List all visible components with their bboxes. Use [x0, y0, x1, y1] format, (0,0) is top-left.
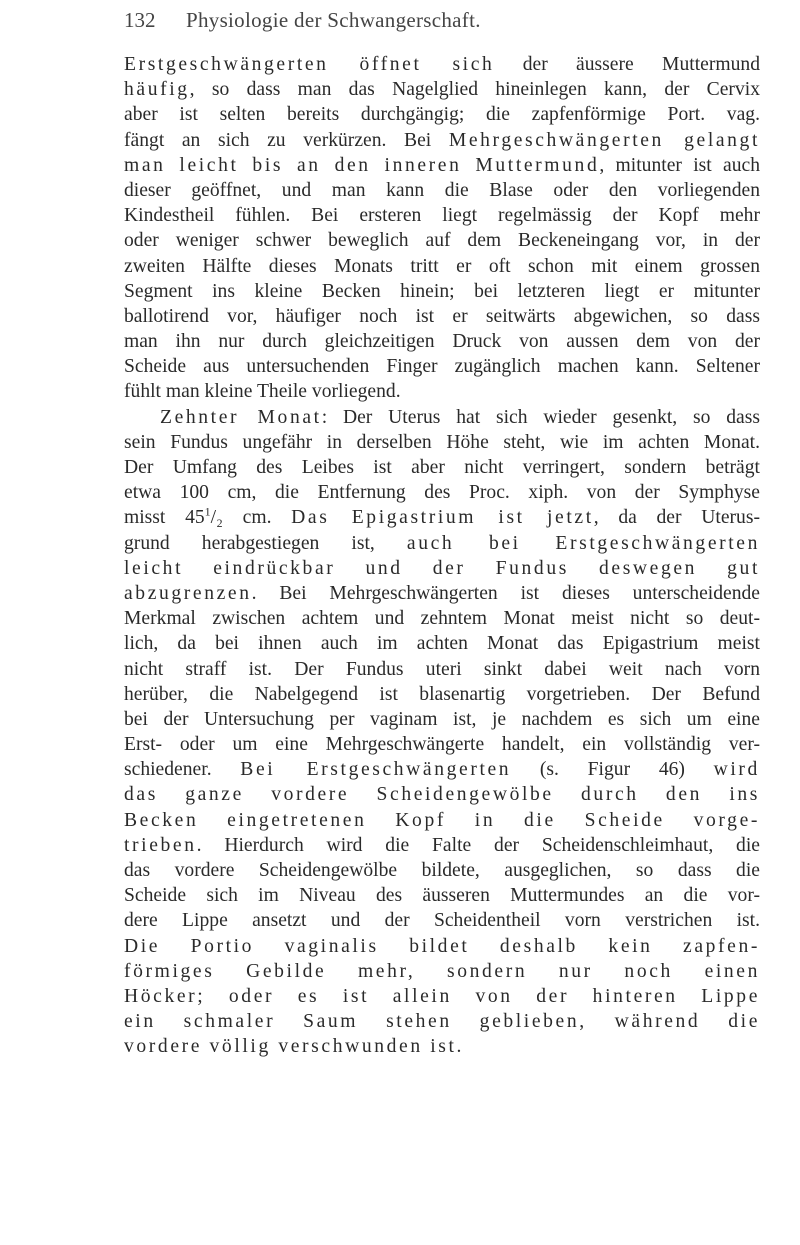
spaced-emphasis-text: das ganze vordere Scheidengewölbe durch den ins [124, 784, 760, 806]
text-run: fängt an sich zu verkürzen. Bei [124, 129, 449, 151]
text-line [124, 631, 760, 656]
text-line [124, 883, 760, 908]
text-line [124, 782, 760, 807]
text-line [124, 77, 760, 102]
text-line [124, 833, 760, 858]
spaced-emphasis-text: man leicht bis an den inneren Muttermund [124, 154, 600, 176]
spaced-emphasis-text: häufig [124, 79, 190, 101]
spaced-emphasis-text: auch bei Erstgeschwängerten [406, 532, 760, 554]
text-run: , da der Uterus- [593, 507, 760, 529]
text-line [124, 354, 760, 379]
text-line [124, 959, 760, 984]
text-run: aber ist selten bereits durchgängig; die zapfenförmige Port. vag. [124, 104, 760, 126]
spaced-emphasis-text: förmiges Gebilde mehr, sondern nur noch einen [124, 960, 760, 982]
text-line [124, 153, 760, 178]
text-line [124, 178, 760, 203]
text-line [124, 808, 760, 833]
text-line [124, 1009, 760, 1034]
text-line [124, 329, 760, 354]
text-line [124, 304, 760, 329]
text-run: zweiten Hälfte dieses Monats tritt er oft schon mit einem grossen [124, 255, 760, 277]
text-line [124, 505, 760, 530]
spaced-emphasis-text: Erstgeschwängerten öffnet sich [124, 54, 495, 75]
spaced-emphasis-text: vordere völlig verschwunden ist. [124, 1036, 465, 1058]
text-line [124, 732, 760, 757]
text-run: , mitunter ist auch [599, 154, 760, 176]
text-line [124, 606, 760, 631]
text-line [124, 203, 760, 228]
text-run: lich, da bei ihnen auch im achten Monat das Epigastrium meist [124, 633, 760, 655]
text-run: . Hierdurch wird die Falte der Scheidenschleimhaut, die [196, 834, 760, 856]
text-line [124, 984, 760, 1009]
spaced-emphasis-text: Becken eingetretenen Kopf in die Scheide vorge- [124, 809, 760, 831]
text-run: man ihn nur durch gleichzeitigen Druck von aussen dem von der [124, 331, 760, 353]
text-run: . Bei Mehrgeschwängerten ist dieses unterscheidende [251, 582, 760, 604]
text-line [124, 908, 760, 933]
text-run: : Der Uterus hat sich wieder gesenkt, so dass [321, 406, 761, 428]
spaced-emphasis-text: Mehrgeschwängerten gelangt [448, 129, 760, 151]
text-line [124, 858, 760, 883]
text-run: schiedener. [124, 759, 241, 781]
text-line [124, 254, 760, 279]
text-run: Scheide aus untersuchenden Finger zugänglich machen kann. Seltener [124, 356, 760, 378]
spaced-emphasis-text: Höcker; oder es ist allein von der hinteren Lippe [124, 985, 760, 1007]
spaced-emphasis-text: Das Epigastrium ist jetzt [291, 507, 594, 529]
text-run: fühlt man kleine Theile vorliegend. [124, 381, 401, 403]
text-line [124, 934, 760, 959]
text-run: grund herabgestiegen ist, [124, 532, 407, 554]
text-run: herüber, die Nabelgegend ist blasenartig vorgetrieben. Der Befund [124, 683, 760, 705]
spaced-emphasis-text: ein schmaler Saum stehen geblieben, während die [124, 1011, 760, 1033]
text-run: das vordere Scheidengewölbe bildete, ausgeglichen, so dass die [124, 860, 760, 881]
page-number: 132 [124, 8, 156, 32]
text-run: sein Fundus ungefähr in derselben Höhe steht, wie im achten Monat. [124, 431, 760, 453]
text-run: (s. Figur 46) [511, 759, 714, 781]
text-run: nicht straff ist. Der Fundus uteri sinkt dabei weit nach vorn [124, 658, 760, 680]
spaced-emphasis-text: Die Portio vaginalis bildet deshalb kein zapfen- [124, 935, 760, 957]
text-run: der äussere Muttermund [494, 54, 760, 75]
text-line [124, 379, 760, 404]
text-run: Segment ins kleine Becken hinein; bei letzteren liegt er mitunter [124, 280, 760, 302]
text-run: etwa 100 cm, die Entfernung des Proc. xiph. von der Symphyse [124, 482, 760, 504]
text-line [124, 581, 760, 606]
text-line [124, 430, 760, 455]
text-line [124, 128, 760, 153]
text-run: misst 45 [124, 507, 205, 529]
spaced-emphasis-text: Zehnter Monat [160, 406, 322, 428]
text-run: dieser geöffnet, und man kann die Blase oder den vorliegenden [124, 179, 760, 201]
text-run: , so dass man das Nagelglied hineinlegen kann, der Cervix [189, 79, 760, 101]
text-run: bei der Untersuchung per vaginam ist, je nachdem es sich um eine [124, 708, 760, 730]
text-line [124, 480, 760, 505]
spaced-emphasis-text: Bei Erstgeschwängerten [240, 759, 512, 781]
text-line [124, 757, 760, 782]
spaced-emphasis-text: leicht eindrückbar und der Fundus deswegen gut [124, 557, 760, 579]
spaced-emphasis-text: wird [713, 759, 760, 781]
text-run: dere Lippe ansetzt und der Scheidentheil vorn verstrichen ist. [124, 910, 760, 932]
text-run: ballotirend vor, häufiger noch ist er seitwärts abgewichen, so dass [124, 305, 760, 327]
text-run: Kindestheil fühlen. Bei ersteren liegt regelmässig der Kopf mehr [124, 205, 760, 227]
spaced-emphasis-text: abzugrenzen [124, 582, 252, 604]
spaced-emphasis-text: trieben [124, 834, 197, 856]
text-line [124, 707, 760, 732]
text-run: Merkmal zwischen achtem und zehntem Monat meist nicht so deut- [124, 608, 760, 630]
text-run: oder weniger schwer beweglich auf dem Beckeneingang vor, in der [124, 230, 760, 252]
text-line [124, 228, 760, 253]
text-line [124, 455, 760, 480]
text-line [124, 682, 760, 707]
text-line [124, 531, 760, 556]
running-title: Physiologie der Schwangerschaft. [186, 8, 481, 32]
text-run: Scheide sich im Niveau des äusseren Muttermundes an die vor- [124, 885, 760, 907]
text-run: Der Umfang des Leibes ist aber nicht verringert, sondern beträgt [124, 457, 760, 478]
text-line [124, 1034, 760, 1059]
text-line [124, 52, 760, 77]
text-line [124, 102, 760, 127]
text-line [124, 405, 760, 430]
text-run: Erst- oder um eine Mehrgeschwängerte handelt, ein vollständig ver- [124, 734, 760, 756]
text-line [124, 279, 760, 304]
text-line [124, 556, 760, 581]
text-run: /₂ cm. [210, 507, 292, 529]
text-run: 1 [204, 504, 211, 519]
text-line [124, 657, 760, 682]
body-text [124, 52, 760, 1060]
